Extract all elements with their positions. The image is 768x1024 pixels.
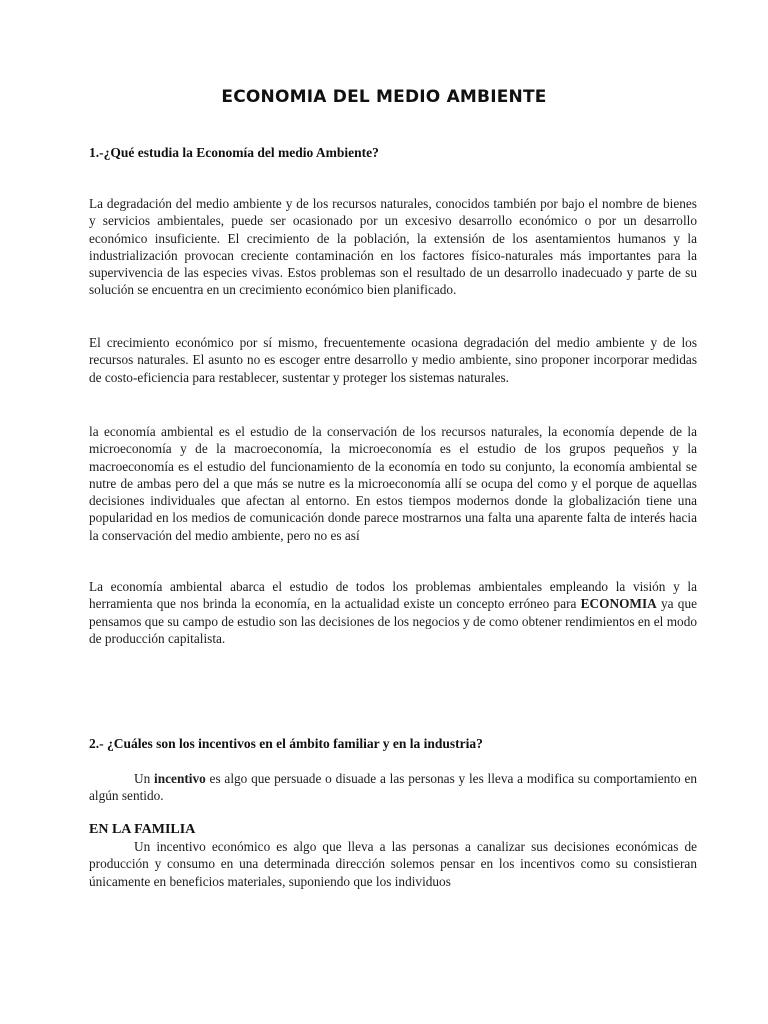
question-2: 2.- ¿Cuáles son los incentivos en el ámbito familiar y en la industria? <box>89 736 483 751</box>
paragraph-4 <box>89 578 697 647</box>
paragraph-4-bold: ECONOMIA <box>580 596 657 612</box>
section-en-la-familia: EN LA FAMILIA <box>89 822 196 837</box>
paragraph-5-text-a: Un <box>134 771 155 786</box>
paragraph-3: la economía ambiental es el estudio de la conservación de los recursos naturales, la economía depende de la microeconomía y de la macroeconomía, la microeconomía es el estudio de los grupos pequeños y la macroeconomía es el estudio del funcionamiento de la economía en todo su conjunto, la economía ambiental se nutre de ambas pero del a que más se nutre es la microeconomía allí se ocupa del como y el porque de aquellas decisiones individuales que afectan al entorno. En estos tiempos modernos donde la globalización tiene una popularidad en los medios de comunicación donde parece mostrarnos una falta una aparente falta de interés hacia la conservación del medio ambiente, pero no es así <box>89 424 697 543</box>
paragraph-4-text-b: ya que pensamos que su campo de estudio son las decisiones de los negocios y de como obtener rendimientos en el modo de producción capitalista. <box>89 596 697 646</box>
paragraph-5-bold: incentivo <box>154 771 206 786</box>
paragraph-4-text-a: La economía ambiental abarca el estudio de todos los problemas ambientales empleando la visión y la herramienta que nos brinda la economía, en la actualidad existe un concepto erróneo para <box>89 579 697 612</box>
paragraph-2: El crecimiento económico por sí mismo, frecuentemente ocasiona degradación del medio ambiente y de los recursos naturales. El asunto no es escoger entre desarrollo y medio ambiente, sino proponer incorporar medidas de costo-eficiencia para restablecer, sustentar y proteger los sistemas naturales. <box>89 335 697 385</box>
document-title: ECONOMIA DEL MEDIO AMBIENTE <box>221 87 547 107</box>
paragraph-6: Un incentivo económico es algo que lleva a las personas a canalizar sus decisiones económicas de producción y consumo en una determinada dirección solemos pensar en los incentivos como su consistieran únicamente en beneficios materiales, suponiendo que los individuos <box>89 839 697 889</box>
paragraph-5-text-b: es algo que persuade o disuade a las personas y les lleva a modifica su comportamiento en algún sentido. <box>89 771 697 804</box>
question-1: 1.-¿Qué estudia la Economía del medio Ambiente? <box>89 145 379 160</box>
paragraph-1: La degradación del medio ambiente y de los recursos naturales, conocidos también por bajo el nombre de bienes y servicios ambientales, puede ser ocasionado por un excesivo desarrollo económico o por un desarrollo económico insuficiente. El crecimiento de la población, la extensión de los asentamientos humanos y la industrialización provocan creciente contaminación en los factores físico-naturales más importantes para la supervivencia de las especies vivas. Estos problemas son el resultado de un desarrollo inadecuado y parte de su solución se encuentra en un crecimiento económico bien planificado. <box>89 196 697 298</box>
paragraph-5 <box>89 770 697 805</box>
